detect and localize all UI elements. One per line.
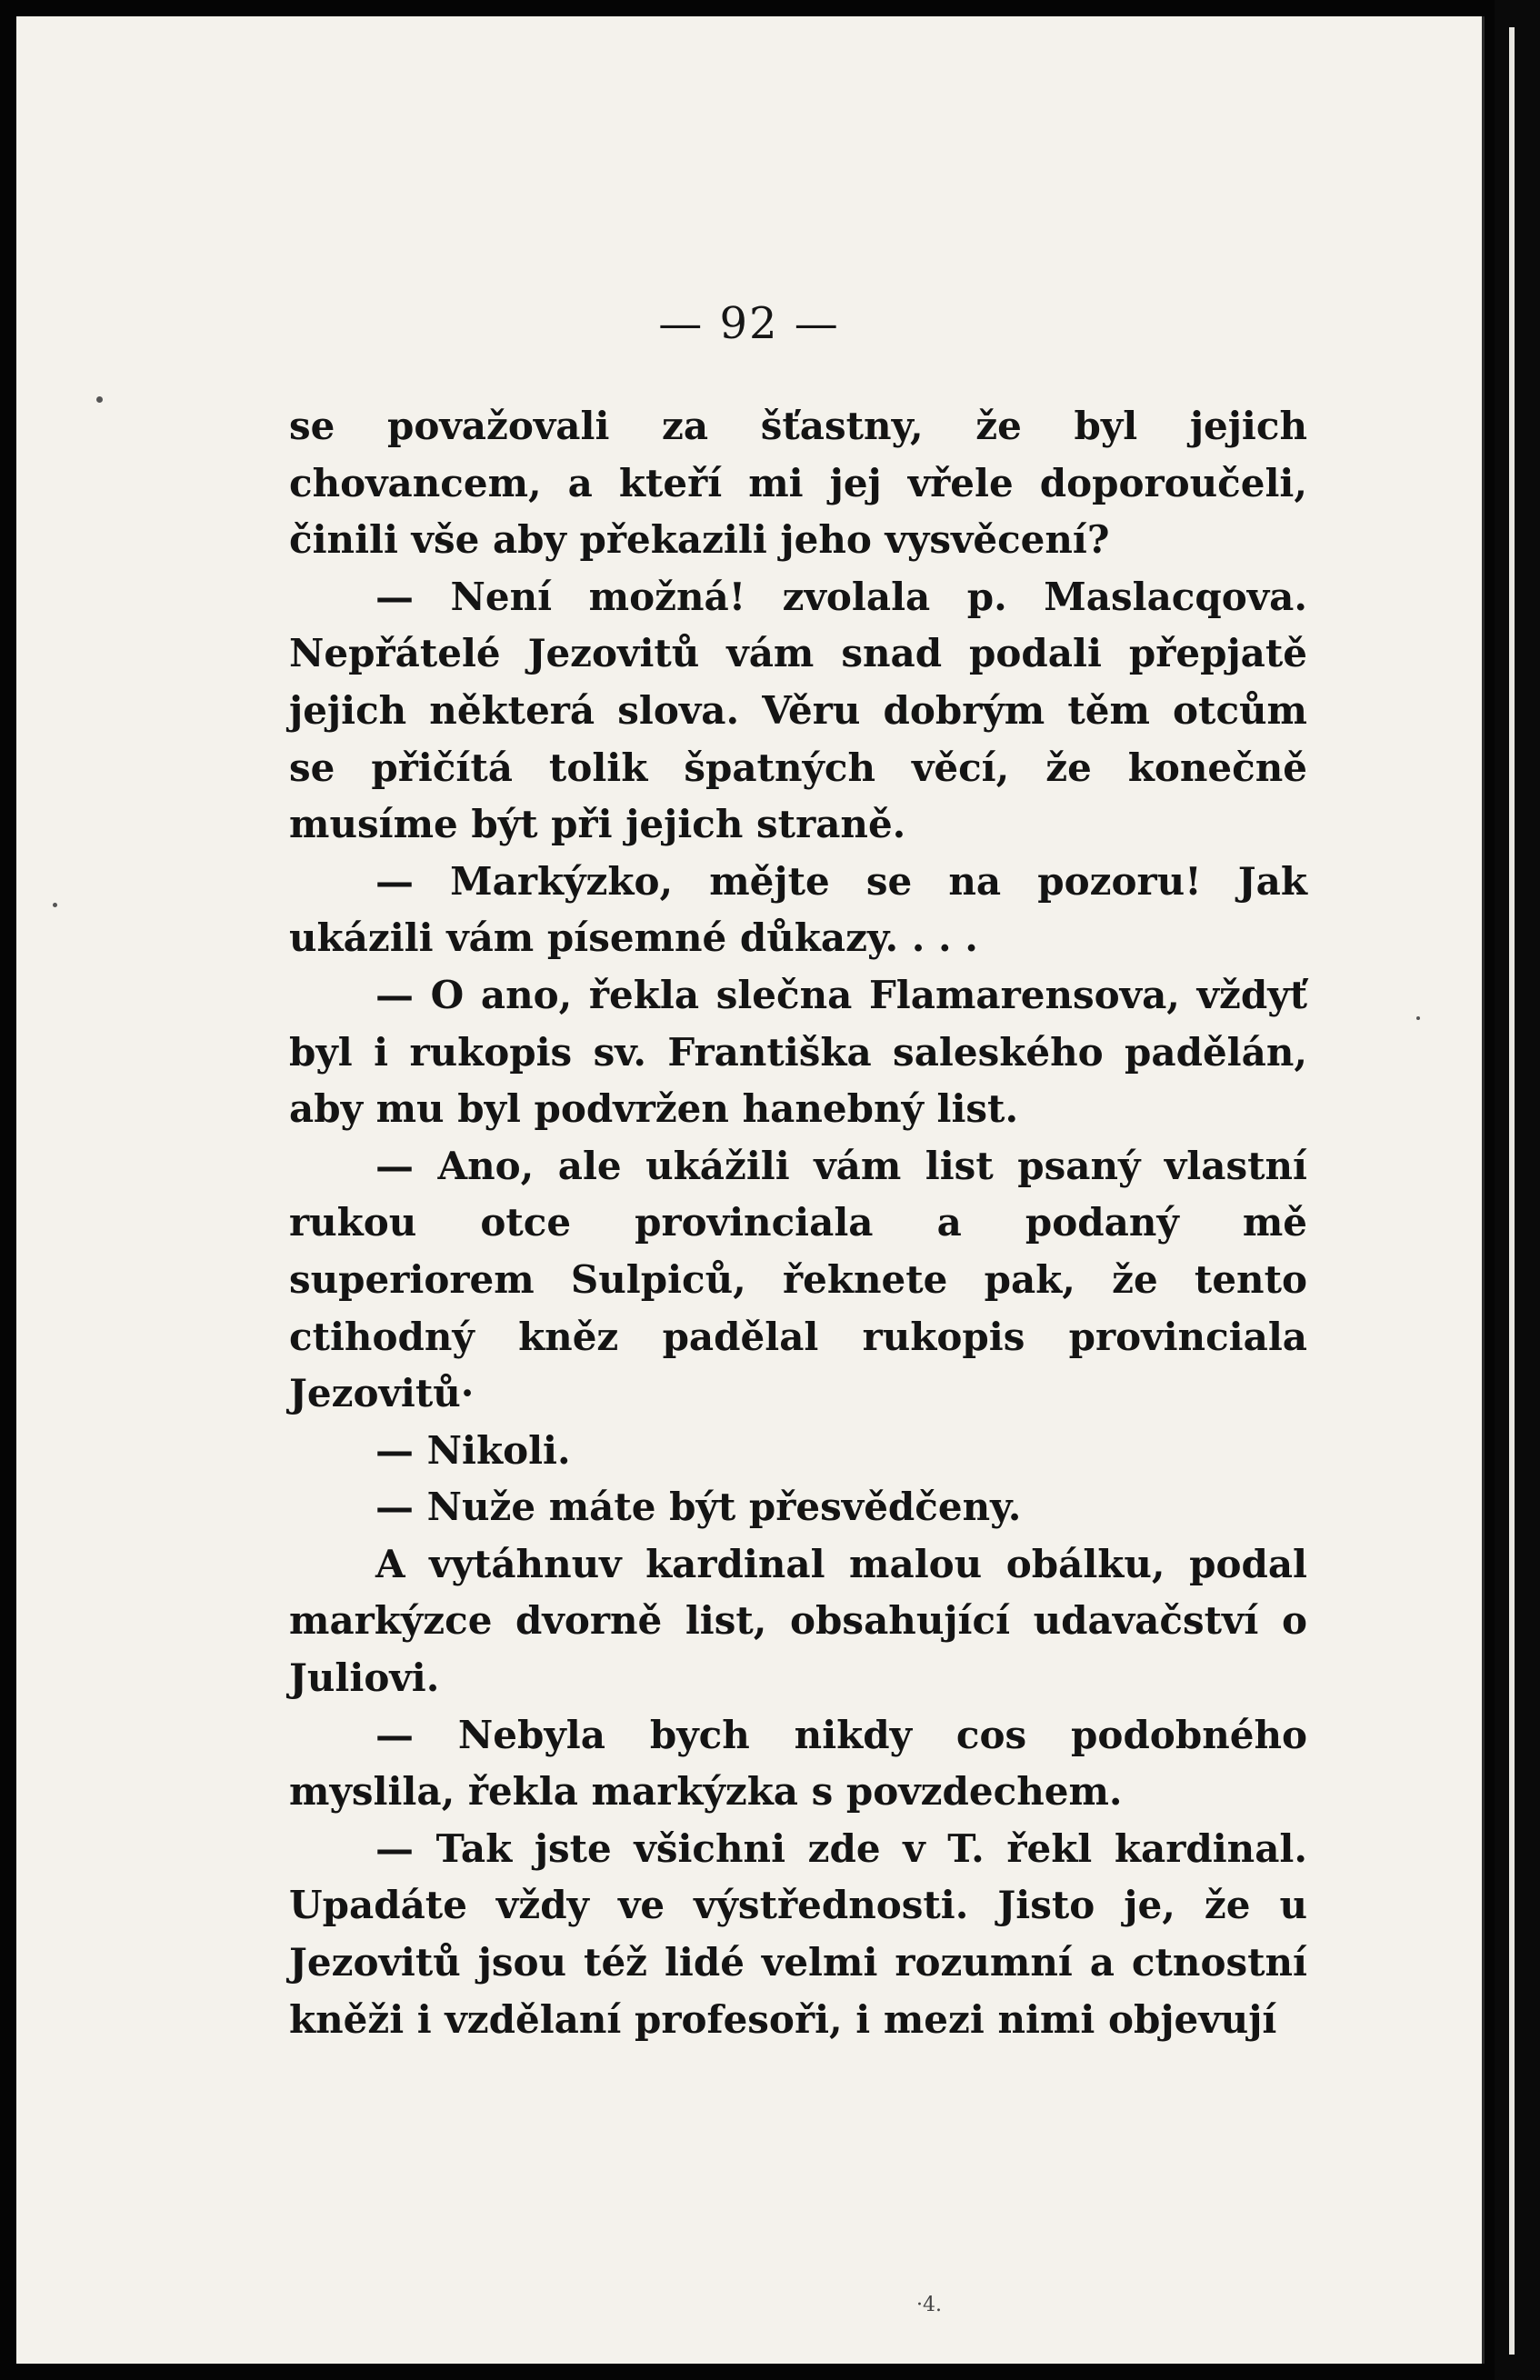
scan-speck	[53, 903, 57, 907]
paragraph-4: — O ano, řekla slečna Flamarensova, vždyť byl i rukopis sv. Františka saleského padělán, aby mu byl podvržen hanebný list.	[289, 972, 1307, 1132]
scan-speck	[1416, 1016, 1420, 1020]
paragraph-2: — Není možná! zvolala p. Maslacqova. Nepřátelé Jezovitů vám snad podali přepjatě jejich některá slova. Věru dobrým těm otcům se přičítá tolik špatných věcí, že konečně musíme být při jejich straně.	[289, 574, 1307, 847]
page-number: — 92 —	[658, 298, 840, 349]
scan-right-border	[1495, 0, 1540, 2380]
paragraph-3: — Markýzko, mějte se na pozoru! Jak ukázili vám písemné důkazy. . . .	[289, 858, 1307, 961]
paragraph-1: se považovali za šťastny, že byl jejich chovancem, a kteří mi jej vřele doporoučeli, činili vše aby překazili jeho vysvěcení?	[289, 404, 1307, 563]
paragraph-5: — Ano, ale ukážili vám list psaný vlastní rukou otce provinciala a podaný mě superiorem Sulpiců, řeknete pak, že tento ctihodný kněz padělal rukopis provinciala Jezovitů·	[289, 1143, 1307, 1416]
paragraph-9: — Nebyla bych nikdy cos podobného myslila, řekla markýzka s povzdechem.	[289, 1712, 1307, 1815]
book-page	[16, 16, 1485, 2364]
adjacent-page-edge	[1509, 27, 1515, 2355]
scan-speck	[96, 396, 103, 403]
page-text	[289, 398, 1307, 2048]
paragraph-8: A vytáhnuv kardinal malou obálku, podal markýzce dvorně list, obsahující udavačství o Juliovi.	[289, 1541, 1307, 1701]
paragraph-6: — Nikoli.	[375, 1427, 571, 1473]
paragraph-7: — Nuže máte být přesvědčeny.	[375, 1485, 1022, 1530]
bottom-mark: ·4.	[916, 2294, 942, 2316]
paragraph-10: — Tak jste všichni zde v T. řekl kardinal. Upadáte vždy ve výstřednosti. Jisto je, že u Jezovitů jsou též lidé velmi rozumní a ctnostní kněži i vzdělaní profesoři, i mezi nimi objevují	[289, 1825, 1307, 2042]
